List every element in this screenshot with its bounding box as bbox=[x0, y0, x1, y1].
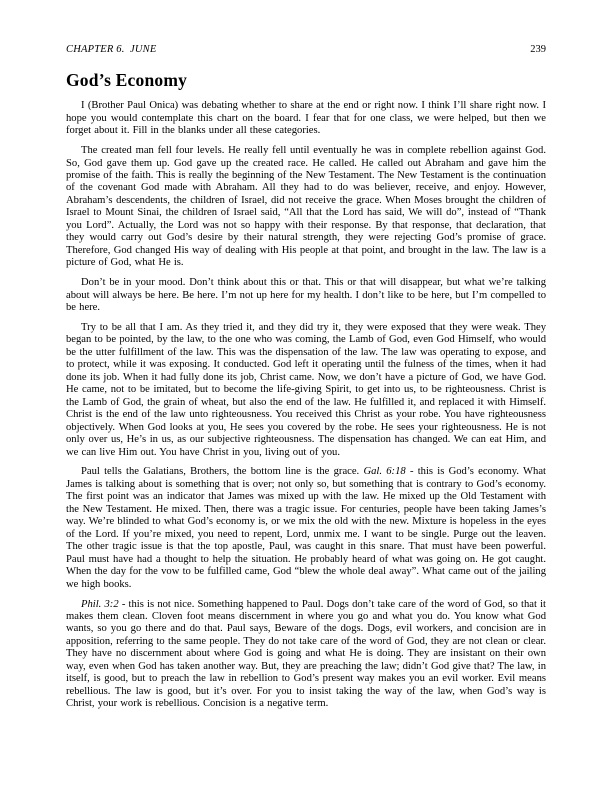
body-paragraphs bbox=[66, 100, 546, 710]
paragraph: Paul tells the Galatians, Brothers, the bottom line is the grace. Gal. 6:18 - this is God’s economy. What James is talking about is something that is over; not only so, but something that is contrary to God’s economy. The first point was an indicator that James was mixed up with the law. He mixed up the Old Testament with the New Testament. He mixed. Then, there was a tragic issue. For centuries, people have been taking James’s way. We’re blinded to what God’s economy is, or we mix the old with the new. Mixture is hopeless in the eyes of the Lord. If you’re mixed, you need to repent, Lord, unmix me. I want to be single. Purge out the leaven. The other tragic issue is that the top apostle, Paul, was caught in this snare. That must have been powerful. Paul must have had a thought to help the situation. He probably heard of what was going on. He got caught. When the day for the vow to be fulfilled came, God “blew the whole deal away”. What came out of the jailing we high books. bbox=[66, 466, 546, 590]
running-header bbox=[66, 44, 546, 56]
paragraph: I (Brother Paul Onica) was debating whether to share at the end or right now. I think I’ll share right now. I hope you would contemplate this chart on the board. I fear that for one class, we were helped, but then we forget about it. Fill in the blanks under all these categories. bbox=[66, 100, 546, 137]
paragraph: Phil. 3:2 - this is not nice. Something happened to Paul. Dogs don’t take care of the word of God, so that it makes them clean. Cloven foot means discernment in where you go and what you do. You know what God wants, so you go there and do that. Paul says, Beware of the dogs. Dogs, evil workers, and concision are in apposition, referring to the same people. They do not take care of the word of God, they are not clean or clear. They have no discernment about where God is going and what He is doing. They are insistant on their own way, even when God has taken another way. But, they are preaching the law; didn’t God give that? The law, in itself, is good, but to preach the law in rebellion to God’s present way makes you an evil worker. Evil means rebellious. The law is good, but it’s over. For you to insist taking the way of the law, when God’s way is Christ, your work is rebellious. Concision is a negative term. bbox=[66, 598, 546, 710]
page-number: 239 bbox=[530, 44, 546, 55]
section-title: God’s Economy bbox=[66, 70, 188, 90]
paragraph: Try to be all that I am. As they tried it, and they did try it, they were exposed that they were weak. They began to be pointed, by the law, to the one who was coming, the Lamb of God, even God Himself, who would be the utter fulfillment of the law. This was the dispensation of the law. The law was operating to expose, and to protect, while it was exposing. It conducted. God left it operating until the fulness of the times, when it had done its job. When it had fully done its job, Christ came. Now, we don’t have a picture of God, we have God. He came, not to be imitated, but to become the life-giving Spirit, to get into us, to be righteousness. Christ is the Lamb of God, the grain of wheat, but also the end of the law. He fulfilled it, and replaced it with Himself. Christ is the end of the law unto righteousness. You received this Christ as your robe. You have righteousness objectively. When God looks at you, He sees you covered by the robe. He sees your righteousness. He is not only over us, He’s in us, as our subjective righteousness. The dispensation has changed. We can eat Him, and we can live Him out. You have Christ in you, living out of you. bbox=[66, 322, 546, 458]
paragraph: The created man fell four levels. He really fell until eventually he was in complete rebellion against God. So, God gave them up. God gave up the created race. He called. He called out Abraham and gave him the promise of the faith. This is really the beginning of the New Testament. The New Testament is the continuation of the covenant God made with Abraham. All they had to do was believer, receive, and enjoy. However, Abraham’s descendents, the children of Israel, did not receive the grace. When Moses brought the children of Israel to Mount Sinai, the children of Israel said, “All that the Lord has said, We will do”, instead of “Thank you Lord”. Actually, the Lord was not so happy with their response. By that response, that declaration, that they would carry out God’s desire by their natural strength, they were rejecting God’s promise of grace. Therefore, God changed His way of dealing with His people at that point, and brought in the law. The law is a picture of God, what He is. bbox=[66, 145, 546, 269]
running-header-chapter: CHAPTER 6. JUNE bbox=[66, 44, 157, 55]
paragraph: Don’t be in your mood. Don’t think about this or that. This or that will disappear, but what we’re talking about will always be here. Be here. I’m not up here for my health. I don’t like to be here, but I’m compelled to be here. bbox=[66, 277, 546, 314]
